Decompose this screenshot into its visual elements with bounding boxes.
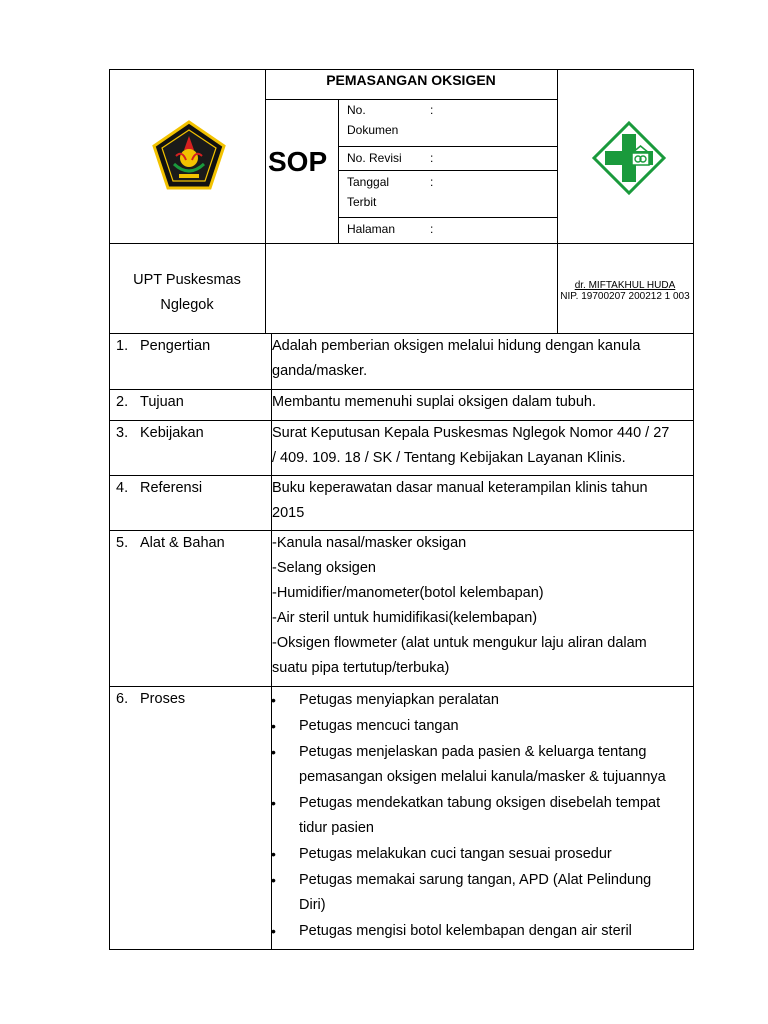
section-label: 4. Referensi: [110, 476, 272, 531]
sop-header: [109, 69, 694, 334]
field-halaman-colon: :: [430, 222, 434, 236]
section-label: 6. Proses: [110, 687, 272, 950]
list-item: • Petugas memakai sarung tangan, APD (Alat Pelindung Diri): [272, 868, 689, 918]
signature-block: [557, 280, 693, 302]
list-item: • Petugas mengisi botol kelembapan dengan air steril: [272, 919, 689, 944]
section-row-referensi: [110, 476, 694, 531]
regency-logo: [152, 120, 226, 190]
field-no-revisi-label: No. Revisi: [347, 151, 402, 165]
list-item: • Petugas mendekatkan tabung oksigen disebelah tempat tidur pasien: [272, 791, 689, 841]
section-content: Surat Keputusan Kepala Puskesmas Nglegok Nomor 440 / 27 / 409. 109. 18 / SK / Tentang Kebijakan Layanan Klinis.: [272, 421, 694, 476]
section-row-proses: [110, 687, 694, 950]
sop-label: SOP: [268, 146, 328, 177]
section-row-alat-bahan: [110, 531, 694, 687]
signer-nip: NIP. 19700207 200212 1 003: [560, 291, 690, 302]
section-label: 3. Kebijakan: [110, 421, 272, 476]
section-row-pengertian: [110, 334, 694, 390]
section-content: -Kanula nasal/masker oksigan -Selang oksigen -Humidifier/manometer(botol kelembapan) -Air steril untuk humidifikasi(kelembapan) -Oksigen flowmeter (alat untuk mengukur laju aliran dalam suatu pipa tertutup/terbuka): [272, 531, 694, 687]
organization-name: UPT Puskesmas Nglegok: [133, 272, 241, 313]
section-label: 1. Pengertian: [110, 334, 272, 390]
section-label: 2. Tujuan: [110, 390, 272, 421]
field-no-dokumen-label: No. Dokumen: [347, 103, 399, 137]
section-content: Buku keperawatan dasar manual keterampilan klinis tahun 2015: [272, 476, 694, 531]
document-title: PEMASANGAN OKSIGEN: [326, 72, 496, 88]
section-content: Adalah pemberian oksigen melalui hidung dengan kanula ganda/masker.: [272, 334, 694, 390]
field-no-revisi-colon: :: [430, 151, 434, 165]
field-no-dokumen-colon: :: [430, 103, 434, 117]
list-item: • Petugas mencuci tangan: [272, 714, 689, 739]
sop-content-table: [109, 333, 694, 950]
field-tanggal-terbit-label: Tanggal Terbit: [347, 175, 390, 209]
section-row-kebijakan: [110, 421, 694, 476]
list-item: • Petugas menjelaskan pada pasien & keluarga tentang pemasangan oksigen melalui kanula/masker & tujuannya: [272, 740, 689, 790]
puskesmas-logo: [591, 120, 667, 196]
section-row-tujuan: [110, 390, 694, 421]
list-item: • Petugas melakukan cuci tangan sesuai prosedur: [272, 842, 689, 867]
section-content: [272, 687, 694, 950]
list-item: • Petugas menyiapkan peralatan: [272, 688, 689, 713]
signer-name: dr. MIFTAKHUL HUDA: [574, 280, 676, 291]
field-tanggal-terbit-colon: :: [430, 175, 434, 189]
section-content: Membantu memenuhi suplai oksigen dalam tubuh.: [272, 390, 694, 421]
section-label: 5. Alat & Bahan: [110, 531, 272, 687]
field-halaman-label: Halaman: [347, 222, 396, 236]
